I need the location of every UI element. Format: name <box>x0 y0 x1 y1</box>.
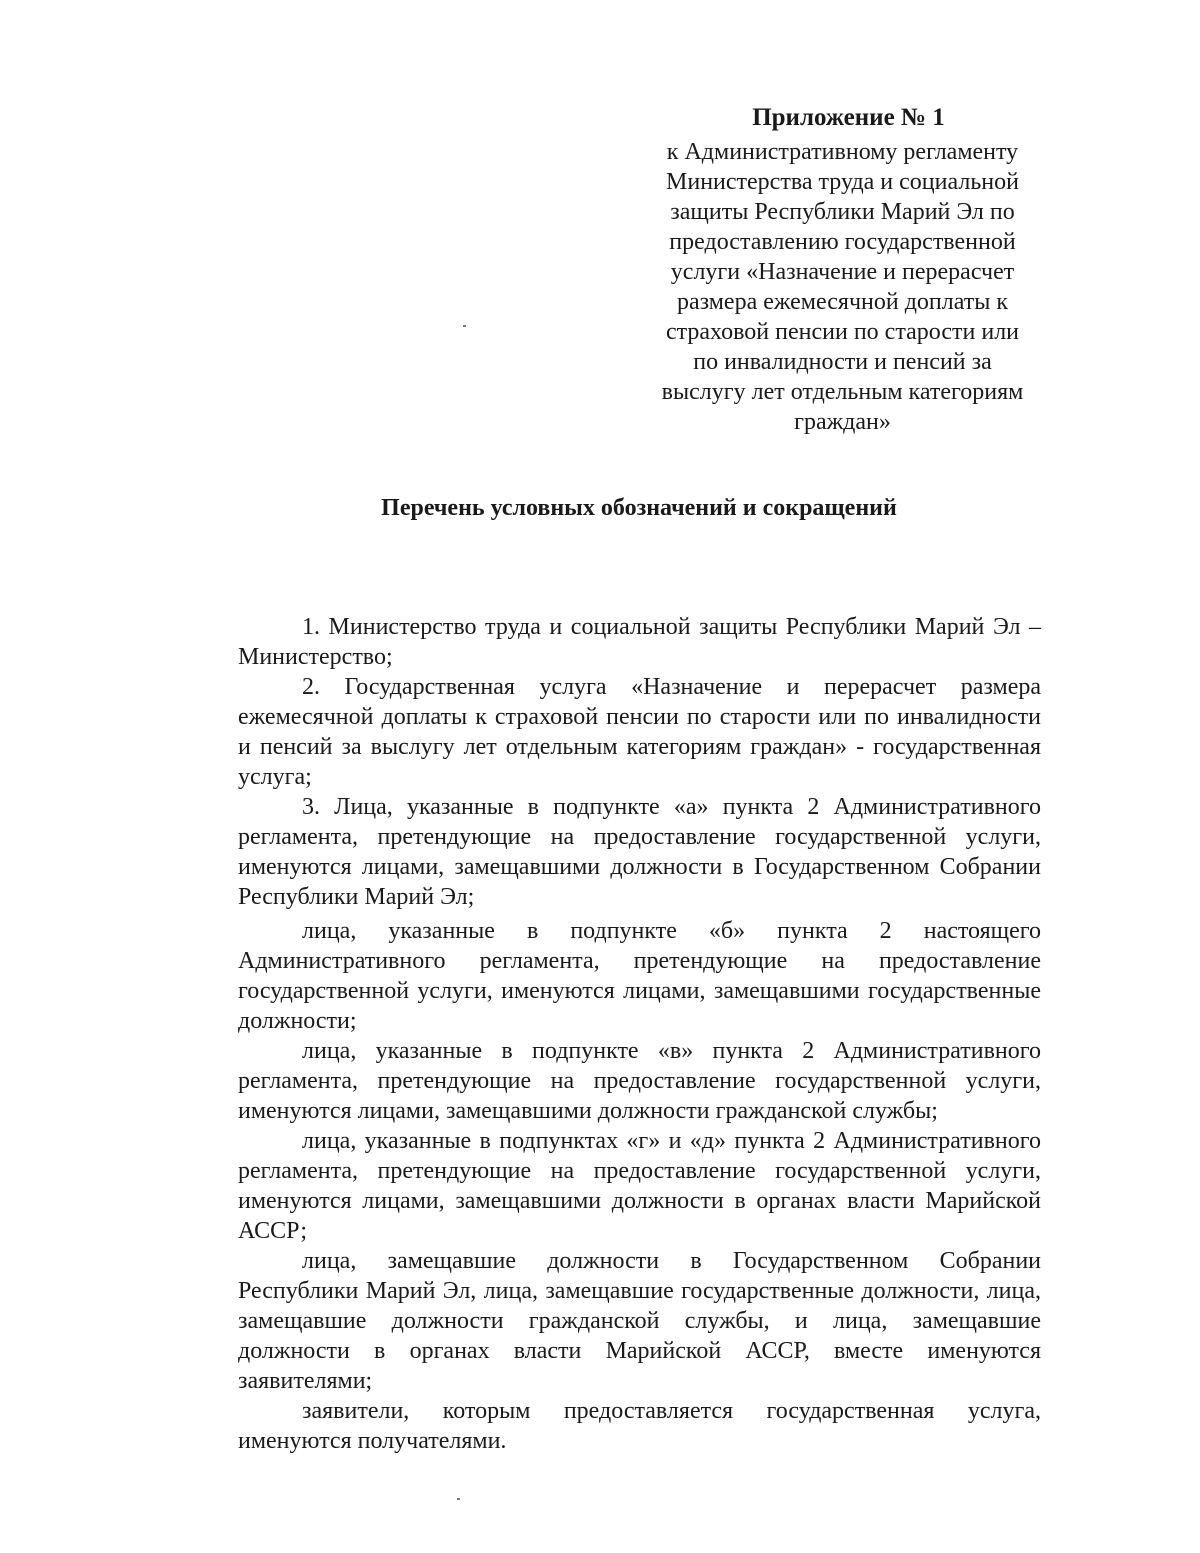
paragraph-3e: лица, замещавшие должности в Государственном Собрании Республики Марий Эл, лица, замещавшие государственные должности, лица, замещавшие должности гражданской службы, и лица, замещавшие должности в органах власти Марийской АССР, вместе именуются заявителями; <box>238 1248 1041 1394</box>
paragraph-3f: заявители, которым предоставляется государственная услуга, именуются получателями. <box>238 1398 1041 1454</box>
scan-speck <box>457 1498 460 1500</box>
appendix-line: граждан» <box>794 409 891 435</box>
document-body <box>238 612 1041 1456</box>
paragraph-1: 1. Министерство труда и социальной защиты Республики Марий Эл – Министерство; <box>238 614 1041 670</box>
appendix-line: услуги «Назначение и перерасчет <box>670 259 1015 285</box>
appendix-line: предоставлению государственной <box>669 229 1016 255</box>
paragraph-3: 3. Лица, указанные в подпункте «а» пункта 2 Административного регламента, претендующие на предоставление государственной услуги, именуются лицами, замещавшими должности в Государственном Собрании Республики Марий Эл; <box>238 794 1041 910</box>
appendix-title: Приложение № 1 <box>752 104 945 131</box>
appendix-line: защиты Республики Марий Эл по <box>670 199 1015 225</box>
document-title: Перечень условных обозначений и сокращений <box>381 495 897 521</box>
appendix-line: к Административному регламенту <box>666 139 1019 165</box>
appendix-line: размера ежемесячной доплаты к <box>676 289 1009 315</box>
paragraph-3c: лица, указанные в подпункте «в» пункта 2 Административного регламента, претендующие на предоставление государственной услуги, именуются лицами, замещавшими должности гражданской службы; <box>238 1038 1041 1124</box>
paragraph-2: 2. Государственная услуга «Назначение и перерасчет размера ежемесячной доплаты к страховой пенсии по старости или по инвалидности и пенсий за выслугу лет отдельным категориям граждан» - государственная услуга; <box>238 674 1041 790</box>
paragraph-3b: лица, указанные в подпункте «б» пункта 2 настоящего Административного регламента, претендующие на предоставление государственной услуги, именуются лицами, замещавшими государственные должности; <box>238 918 1041 1034</box>
appendix-line: Министерства труда и социальной <box>666 169 1019 195</box>
appendix-line: выслугу лет отдельным категориям <box>661 379 1024 405</box>
appendix-header <box>640 103 1045 437</box>
scan-speck <box>463 325 466 327</box>
paragraph-3d: лица, указанные в подпунктах «г» и «д» пункта 2 Административного регламента, претендующие на предоставление государственной услуги, именуются лицами, замещавшими должности в органах власти Марийской АССР; <box>238 1128 1041 1244</box>
appendix-line: страховой пенсии по старости или <box>665 319 1020 345</box>
appendix-line: по инвалидности и пенсий за <box>693 349 992 375</box>
